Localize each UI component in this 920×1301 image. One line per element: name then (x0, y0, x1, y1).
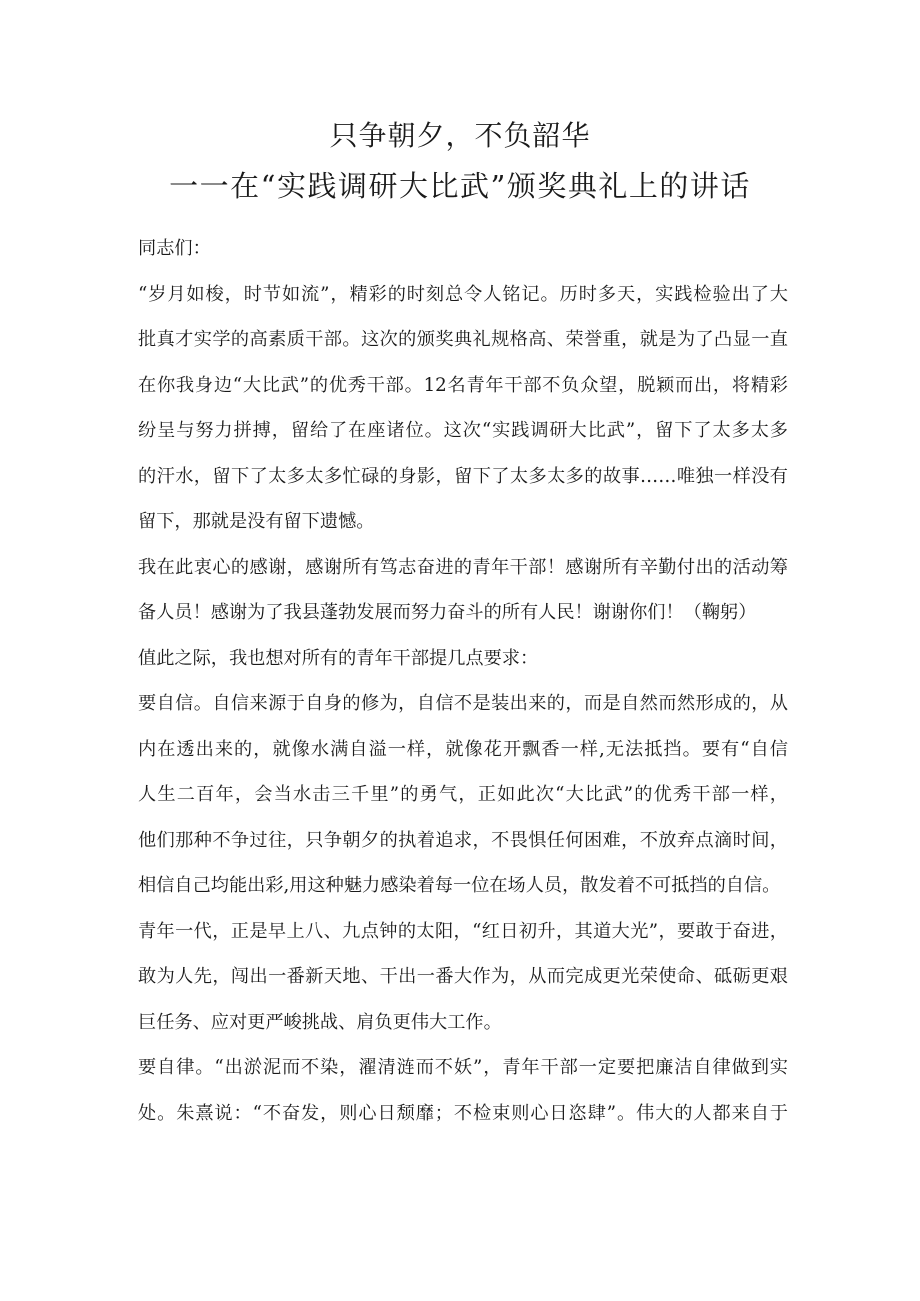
paragraph-2 (138, 545, 788, 636)
paragraph-line: 在你我身边“大比武”的优秀干部。12名青年干部不负众望，脱颖而出，将精彩 (138, 374, 788, 396)
salutation: 同志们： (138, 238, 211, 259)
paragraph-line: 我在此衷心的感谢，感谢所有笃志奋进的青年干部！感谢所有辛勤付出的活动筹 (138, 556, 788, 578)
paragraph-line: 内在透出来的，就像水满自溢一样，就像花开飘香一样,无法抵挡。要有“自信 (138, 738, 788, 760)
paragraph-line: “岁月如梭，时节如流”，精彩的时刻总令人铭记。历时多天，实践检验出了大 (138, 283, 788, 305)
paragraph-6 (138, 1045, 788, 1136)
document-subtitle: 一一在“实践调研大比武”颁奖典礼上的讲话 (169, 169, 751, 203)
paragraph-1 (138, 272, 788, 545)
paragraph-line: 相信自己均能出彩,用这种魅力感染着每一位在场人员，散发着不可抵挡的自信。 (138, 875, 781, 896)
paragraph-line: 要自信。自信来源于自身的修为，自信不是装出来的，而是自然而然形成的，从 (138, 693, 788, 714)
paragraph-line: 要自律。“出淤泥而不染，濯清涟而不妖”，青年干部一定要把廉洁自律做到实 (138, 1057, 788, 1078)
document-title: 只争朝夕，不负韶华 (329, 119, 591, 152)
paragraph-line: 巨任务、应对更严峻挑战、肩负更伟大工作。 (138, 1011, 502, 1033)
paragraph-line: 他们那种不争过往，只争朝夕的执着追求，不畏惧任何困难，不放弃点滴时间， (138, 829, 788, 851)
paragraph-line: 备人员！感谢为了我县蓬勃发展而努力奋斗的所有人民！谢谢你们！（鞠躬） (138, 602, 757, 623)
document-body (138, 226, 788, 1136)
paragraph-line: 人生二百年，会当水击三千里”的勇气，正如此次“大比武”的优秀干部一样， (138, 784, 788, 805)
paragraph-4 (138, 681, 788, 909)
paragraph-5 (138, 909, 788, 1046)
paragraph-line: 留下，那就是没有留下遗憾。 (138, 511, 375, 532)
paragraph-line: 值此之际，我也想对所有的青年干部提几点要求： (138, 647, 539, 669)
paragraph-line: 的汗水，留下了太多太多忙碌的身影，留下了太多太多的故事……唯独一样没有 (138, 465, 788, 487)
paragraph-line: 青年一代，正是早上八、九点钟的太阳，“红日初升，其道大光”，要敢于奋进， (138, 920, 788, 942)
paragraph-line: 处。朱熹说：“不奋发，则心日颓靡；不检束则心日恣肆”。伟大的人都来自于 (138, 1102, 788, 1124)
paragraph-line: 敢为人先，闯出一番新天地、干出一番大作为，从而完成更光荣使命、砥砺更艰 (138, 966, 788, 987)
paragraph-line: 批真才实学的高素质干部。这次的颁奖典礼规格高、荣誉重，就是为了凸显一直 (138, 329, 788, 350)
paragraph-3 (138, 636, 788, 682)
paragraph-line: 纷呈与努力拼搏，留给了在座诸位。这次“实践调研大比武”，留下了太多太多 (138, 420, 788, 441)
